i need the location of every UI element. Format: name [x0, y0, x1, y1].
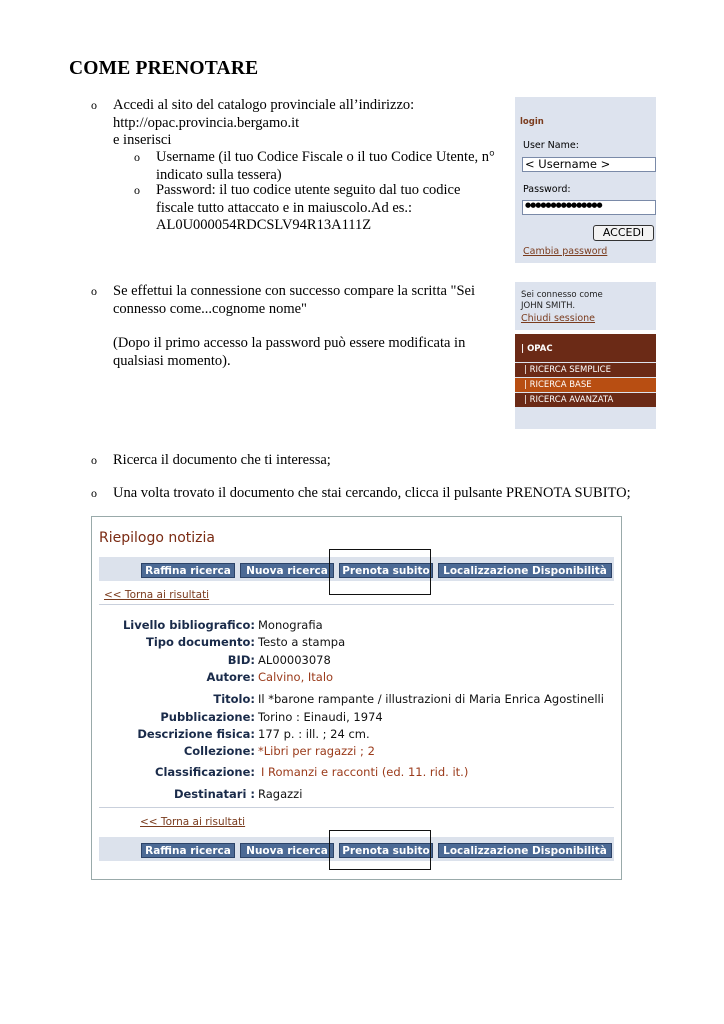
refine-search-button[interactable]: Raffina ricerca [141, 563, 235, 578]
step-note: (Dopo il primo accesso la password può essere modificata in [113, 335, 466, 351]
menu-item-ricerca-avanzata[interactable]: | RICERCA AVANZATA [515, 393, 656, 407]
book-now-button[interactable]: Prenota subito [339, 843, 433, 858]
step-text: e inserisci [113, 132, 172, 148]
bullet-marker: o [91, 486, 97, 500]
field-label: Autore: [206, 670, 255, 684]
step-text: fiscale tutto attaccato e in maiuscolo.Ad es.: [156, 199, 413, 216]
field-value: AL00003078 [258, 653, 331, 667]
field-value: 177 p. : ill. ; 24 cm. [258, 727, 370, 741]
bullet-marker: o [91, 284, 97, 298]
book-now-button[interactable]: Prenota subito [339, 563, 433, 578]
opac-menu [515, 334, 656, 429]
back-to-results-link[interactable]: << Torna ai risultati [104, 589, 210, 601]
connected-user: JOHN SMITH. [521, 301, 576, 311]
login-title: login [520, 117, 544, 127]
bullet-marker: o [91, 453, 97, 467]
accedi-button[interactable]: ACCEDI [593, 225, 654, 241]
field-label: Destinatari : [173, 787, 255, 801]
step-4 [91, 485, 713, 503]
opac-header-label: | OPAC [521, 344, 553, 354]
password-field[interactable]: ●●●●●●●●●●●●●●● [522, 200, 656, 215]
menu-item-ricerca-semplice[interactable]: | RICERCA SEMPLICE [515, 363, 656, 377]
step-note: qualsiasi momento). [113, 352, 231, 369]
divider [99, 604, 614, 605]
step-text: indicato sulla tessera) [156, 166, 282, 183]
menu-item-ricerca-base[interactable]: | RICERCA BASE [515, 378, 656, 392]
login-box [515, 97, 656, 263]
field-value: Monografia [258, 618, 323, 632]
field-label: Descrizione fisica: [137, 727, 255, 741]
field-value: Ragazzi [258, 787, 303, 801]
collection-link[interactable]: *Libri per ragazzi ; 2 [258, 744, 375, 758]
page-title: COME PRENOTARE [69, 58, 259, 79]
record-title: Riepilogo notizia [99, 530, 215, 546]
substep-password [134, 182, 506, 235]
step-text: connesso come...cognome nome" [113, 300, 307, 317]
author-link[interactable]: Calvino, Italo [258, 670, 334, 684]
field-label: Pubblicazione: [160, 710, 255, 724]
highlight-box [329, 830, 431, 870]
step-1 [91, 97, 513, 150]
bullet-marker: o [91, 98, 97, 112]
field-label: Classificazione: [155, 765, 255, 779]
highlight-box [329, 549, 431, 595]
bullet-marker: o [134, 183, 140, 197]
record-summary [91, 516, 622, 880]
field-value: Il *barone rampante / illustrazioni di Maria Enrica Agostinelli [258, 692, 604, 706]
step-3 [91, 452, 673, 470]
step-text: Una volta trovato il documento che stai cercando, clicca il pulsante PRENOTA SUBITO; [113, 485, 631, 501]
opac-header [515, 334, 656, 362]
step-text: Password: il tuo codice utente seguito dal tuo codice [156, 182, 461, 198]
step-2 [91, 283, 513, 370]
step-text: Accedi al sito del catalogo provinciale all’indirizzo: [113, 97, 415, 113]
example-code: AL0U000054RDCSLV94R13A111Z [156, 217, 372, 233]
step-text: Ricerca il documento che ti interessa; [113, 452, 331, 468]
substep-username [134, 149, 506, 184]
divider [99, 807, 614, 808]
step-text: Username (il tuo Codice Fiscale o il tuo Codice Utente, n° [156, 149, 495, 165]
refine-search-button[interactable]: Raffina ricerca [141, 843, 235, 858]
connected-text: Sei connesso come [521, 290, 603, 300]
bullet-marker: o [134, 150, 140, 164]
logout-link[interactable]: Chiudi sessione [521, 313, 596, 324]
classification-link[interactable]: I Romanzi e racconti (ed. 11. rid. it.) [261, 765, 469, 779]
back-to-results-link[interactable]: << Torna ai risultati [140, 816, 246, 828]
field-value: Torino : Einaudi, 1974 [258, 710, 383, 724]
new-search-button[interactable]: Nuova ricerca [240, 843, 334, 858]
password-label: Password: [523, 184, 571, 195]
new-search-button[interactable]: Nuova ricerca [240, 563, 334, 578]
field-label: Collezione: [183, 744, 255, 758]
username-label: User Name: [523, 140, 579, 151]
field-value: Testo a stampa [258, 635, 346, 649]
field-label: Tipo documento: [145, 635, 255, 649]
session-box [515, 282, 656, 330]
catalog-url: http://opac.provincia.bergamo.it [113, 114, 300, 131]
availability-button[interactable]: Localizzazione Disponibilità [438, 563, 612, 578]
field-label: Livello bibliografico: [122, 618, 255, 632]
field-label: Titolo: [213, 692, 255, 706]
username-field[interactable]: < Username > [522, 157, 656, 172]
change-password-link[interactable]: Cambia password [523, 246, 608, 257]
step-text: Se effettui la connessione con successo compare la scritta "Sei [113, 283, 475, 299]
field-label: BID: [227, 653, 255, 667]
availability-button[interactable]: Localizzazione Disponibilità [438, 843, 612, 858]
